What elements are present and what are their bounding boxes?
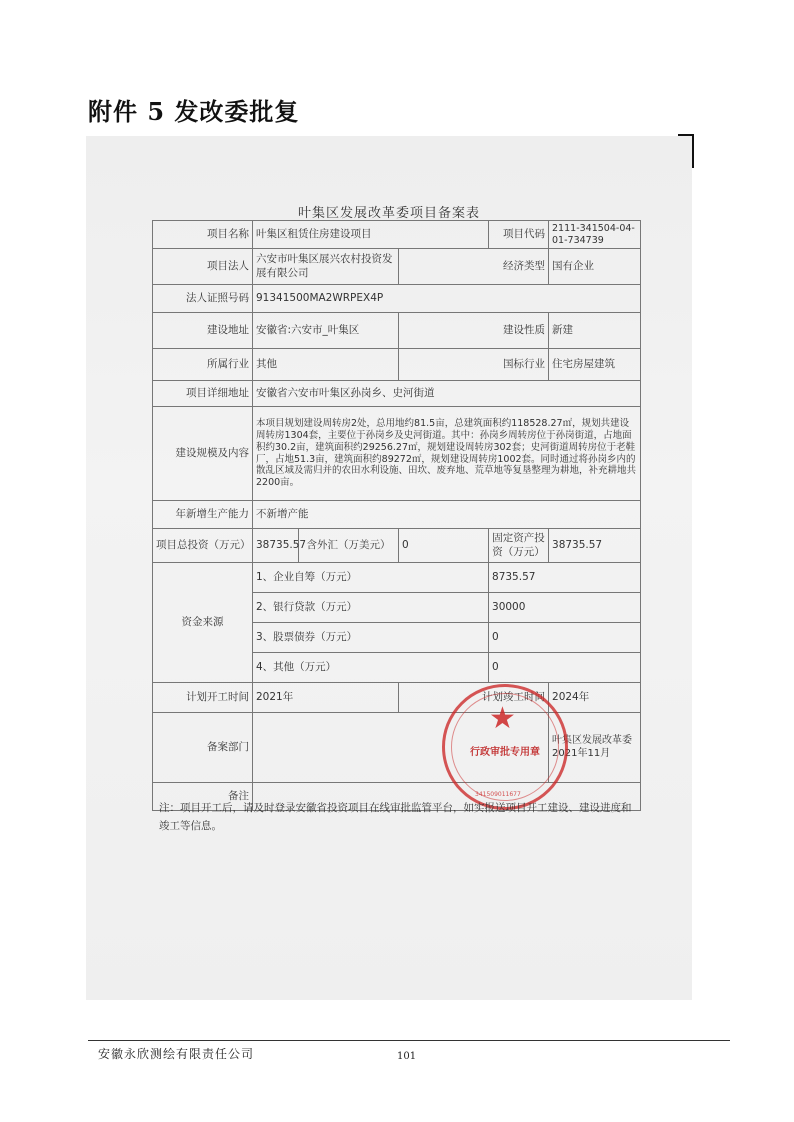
footer-divider (88, 1040, 730, 1041)
site-label: 建设地址 (153, 313, 253, 349)
dept-date: 2021年11月 (552, 747, 611, 759)
scanned-document (86, 136, 692, 1000)
table-row (153, 349, 641, 381)
appendix-heading: 附件 5 发改委批复 (88, 97, 300, 126)
remark-label: 备注 (153, 783, 253, 811)
site-value: 安徽省:六安市_叶集区 (253, 313, 399, 349)
table-row (153, 407, 641, 501)
table-row (153, 563, 641, 593)
total-investment-value: 38735.57 (253, 529, 299, 563)
fund-item-label: 4、其他（万元） (253, 653, 489, 683)
start-time-value: 2021年 (253, 683, 399, 713)
table-row (153, 501, 641, 529)
project-name-value: 叶集区租赁住房建设项目 (253, 221, 489, 249)
capacity-value: 不新增产能 (253, 501, 641, 529)
detail-address-value: 安徽省六安市叶集区孙岗乡、史河街道 (253, 381, 641, 407)
page-number: 101 (397, 1051, 417, 1062)
nature-value: 新建 (549, 313, 641, 349)
fund-item-value: 0 (489, 623, 641, 653)
economy-type-label: 经济类型 (399, 249, 549, 285)
table-row (153, 381, 641, 407)
table-row (153, 221, 641, 249)
table-row (153, 249, 641, 285)
std-industry-value: 住宅房屋建筑 (549, 349, 641, 381)
legal-person-value: 六安市叶集区展兴农村投资发展有限公司 (253, 249, 399, 285)
end-time-label: 计划竣工时间 (399, 683, 549, 713)
project-code-label: 项目代码 (489, 221, 549, 249)
seal-code: 341509011677 (475, 791, 521, 798)
star-icon: ★ (489, 701, 516, 736)
filing-note: 注：项目开工后，请及时登录安徽省投资项目在线审批监管平台，如实报送项目开工建设、建设进度和竣工等信息。 (159, 802, 632, 832)
total-investment-label: 项目总投资（万元） (153, 529, 253, 563)
fund-item-value: 0 (489, 653, 641, 683)
project-code-value: 2111-341504-04-01-734739 (549, 221, 641, 249)
table-row (153, 313, 641, 349)
dept-label: 备案部门 (153, 713, 253, 783)
std-industry-label: 国标行业 (399, 349, 549, 381)
crop-mark (678, 134, 694, 168)
fund-item-label: 3、股票债券（万元） (253, 623, 489, 653)
start-time-label: 计划开工时间 (153, 683, 253, 713)
table-row (153, 683, 641, 713)
cert-label: 法人证照号码 (153, 285, 253, 313)
industry-value: 其他 (253, 349, 399, 381)
fixed-asset-value: 38735.57 (549, 529, 641, 563)
table-row (153, 529, 641, 563)
seal-text: 行政审批专用章 (470, 747, 540, 758)
scope-label: 建设规模及内容 (153, 407, 253, 501)
fund-item-label: 2、银行贷款（万元） (253, 593, 489, 623)
footer-company: 安徽永欣测绘有限责任公司 (98, 1047, 255, 1061)
economy-type-value: 国有企业 (549, 249, 641, 285)
filing-form-table (152, 220, 641, 811)
cert-value: 91341500MA2WRPEX4P (253, 285, 641, 313)
fund-item-label: 1、企业自筹（万元） (253, 563, 489, 593)
fund-item-value: 30000 (489, 593, 641, 623)
form-title: 叶集区发展改革委项目备案表 (297, 206, 480, 221)
official-seal (442, 684, 568, 810)
foreign-exchange-label: 含外汇（万美元） (299, 529, 399, 563)
capacity-label: 年新增生产能力 (153, 501, 253, 529)
project-name-label: 项目名称 (153, 221, 253, 249)
foreign-exchange-value: 0 (399, 529, 489, 563)
nature-label: 建设性质 (399, 313, 549, 349)
end-time-value: 2024年 (549, 683, 641, 713)
fund-item-value: 8735.57 (489, 563, 641, 593)
detail-address-label: 项目详细地址 (153, 381, 253, 407)
legal-person-label: 项目法人 (153, 249, 253, 285)
industry-label: 所属行业 (153, 349, 253, 381)
scope-value: 本项目规划建设周转房2处，总用地约81.5亩，总建筑面积约118528.27㎡，规划共建设周转房1304套，主要位于孙岗乡及史河街道。其中：孙岗乡周转房位于孙岗街道，占地面积约30.2亩，建筑面积约29256.27㎡，规划建设周转房302套；史河街道周转房位于老鞋厂，占地51.3亩，建筑面积约89272㎡，规划建设周转房1002套。同时通过将孙岗乡内的散乱区域及需归并的农田水利设施、田坎、废弃地、荒草地等复垦整理为耕地，补充耕地共2200亩。 (253, 407, 641, 501)
dept-name: 叶集区发展改革委 (552, 735, 633, 746)
funds-label: 资金来源 (153, 563, 253, 683)
fixed-asset-label: 固定资产投资（万元） (489, 529, 549, 563)
table-row (153, 285, 641, 313)
